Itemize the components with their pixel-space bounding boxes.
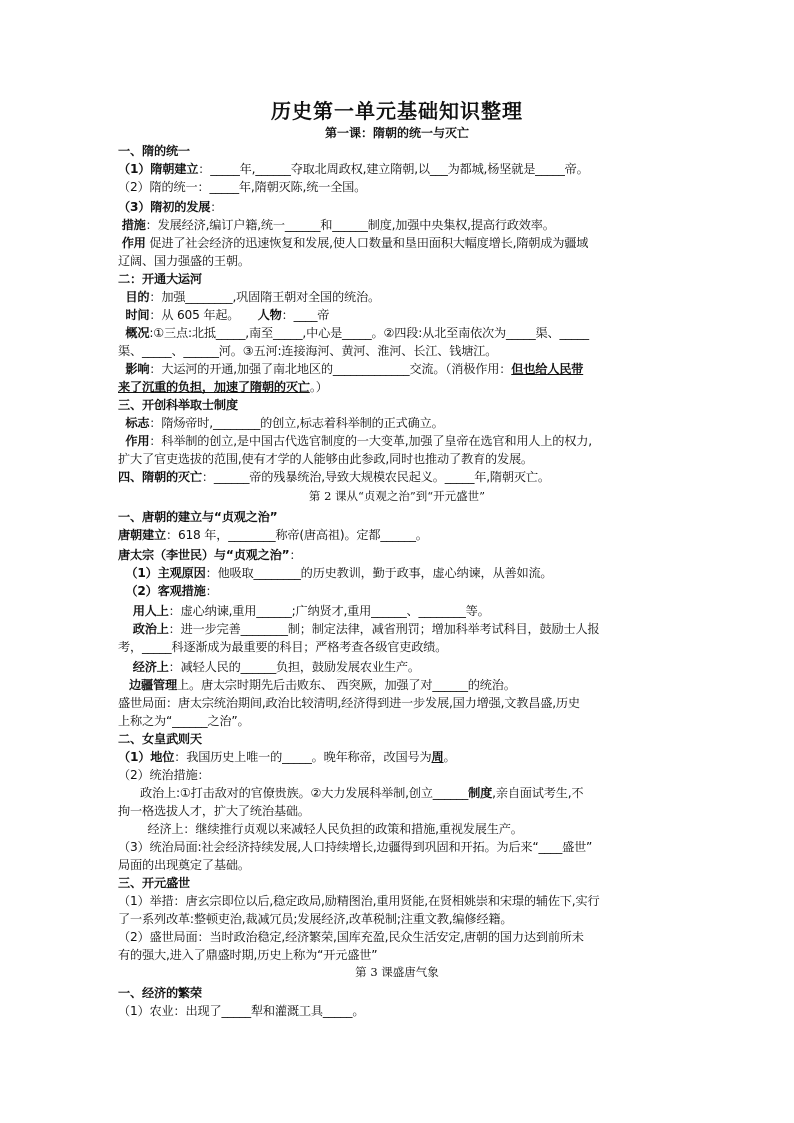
text-line: 经济上：减轻人民的______负担，鼓励发展农业生产。 bbox=[132, 660, 420, 674]
text-line: 一、经济的繁荣 bbox=[118, 986, 202, 1000]
text-line: 了一系列改革:整顿吏治,裁减冗员;发展经济,改革税制;注重文教,编修经籍。 bbox=[118, 912, 513, 926]
text-line: 盛世局面：唐太宗统治期间,政治比较清明,经济得到进一步发展,国力增强,文教昌盛,历史 bbox=[118, 696, 580, 710]
text-line: 目的：加强________,巩固隋王朝对全国的统治。 bbox=[125, 290, 380, 304]
text-line: 来了沉重的负担，加速了隋朝的灭亡。） bbox=[118, 380, 328, 394]
text-line: 概况:①三点:北抵_____,南至_____,中心是_____。②四段:从北至南依次为_____渠、_____ bbox=[125, 326, 589, 340]
text-line: （2）隋的统一：_____年,隋朝灭陈,统一全国。 bbox=[118, 180, 367, 194]
text-line: 时间：从 605 年起。 人物：____帝 bbox=[125, 308, 330, 322]
text-line: 一、唐朝的建立与“贞观之治” bbox=[118, 510, 278, 524]
text-line: （1）地位：我国历史上唯一的_____。晚年称帝，改国号为周。 bbox=[118, 750, 456, 764]
page-title: 历史第一单元基础知识整理 bbox=[271, 99, 523, 123]
text-line: 三、开元盛世 bbox=[118, 876, 190, 890]
text-line: 作用 促进了社会经济的迅速恢复和发展,使人口数量和垦田面积大幅度增长,隋朝成为疆域 bbox=[121, 236, 589, 250]
text-line: 拘一格选拔人才，扩大了统治基础。 bbox=[118, 804, 310, 818]
text-line: （2）盛世局面：当时政治稳定,经济繁荣,国库充盈,民众生活安定,唐朝的国力达到前所未 bbox=[118, 930, 584, 944]
text-line: （3）统治局面:社会经济持续发展,人口持续增长,边疆得到巩固和开拓。为后来“____盛世” bbox=[118, 840, 593, 854]
text-line: 渠、_____、______河。③五河:连接海河、黄河、淮河、长江、钱塘江。 bbox=[118, 344, 498, 358]
text-line: 四、隋朝的灭亡：______帝的残暴统治,导致大规模农民起义。_____年,隋朝灭亡。 bbox=[118, 470, 550, 484]
text-line: 局面的出现奠定了基础。 bbox=[118, 858, 250, 872]
text-line: 措施：发展经济,编订户籍,统一______和______制度,加强中央集权,提高行政效率。 bbox=[121, 218, 555, 232]
text-line: 考，_____科逐渐成为最重要的科目；严格考查各级官吏政绩。 bbox=[118, 640, 448, 654]
text-line: 政治上：进一步完善________制；制定法律，减省刑罚；增加科举考试科目，鼓励士人报 bbox=[132, 622, 600, 636]
text-line: 用人上：虚心纳谏,重用______;广纳贤才,重用______、________等。 bbox=[132, 604, 490, 618]
text-line: 上称之为“______之治”。 bbox=[118, 714, 250, 728]
text-line: （2）统治措施： bbox=[118, 768, 210, 782]
text-line: 有的强大,进入了鼎盛时期,历史上称为“开元盛世” bbox=[118, 948, 378, 962]
text-line: 边疆管理上。唐太宗时期先后击败东、 西突厥，加强了对______的统治。 bbox=[129, 678, 516, 692]
text-line: 影响：大运河的开通,加强了南北地区的_____________交流。（消极作用：但也给人民带 bbox=[125, 362, 584, 376]
text-line: 扩大了官吏选拔的范围,使有才学的人能够由此参政,同时也推动了教育的发展。 bbox=[118, 452, 533, 466]
lesson-1-subtitle: 第一课：隋朝的统一与灭亡 bbox=[324, 126, 469, 140]
text-line: （1）主观原因：他吸取________的历史教训，勤于政事，虚心纳谏，从善如流。 bbox=[125, 566, 553, 580]
lesson-heading: 第 2 课从“贞观之治”到“开元盛世” bbox=[308, 489, 486, 503]
text-line: 二：开通大运河 bbox=[118, 272, 202, 286]
text-line: 标志：隋炀帝时,________的创立,标志着科举制的正式确立。 bbox=[125, 416, 444, 430]
text-line: 唐太宗（李世民）与“贞观之治”： bbox=[118, 548, 302, 562]
text-line: （1）举措：唐玄宗即位以后,稳定政局,励精图治,重用贤能,在贤相姚崇和宋璟的辅佐下,实行 bbox=[118, 894, 600, 908]
text-line: 二、女皇武则天 bbox=[118, 732, 202, 746]
text-line: 经济上：继续推行贞观以来减轻人民负担的政策和措施,重视发展生产。 bbox=[118, 822, 523, 836]
text-line: （2）客观措施： bbox=[125, 584, 218, 598]
text-line: 辽阔、国力强盛的王朝。 bbox=[118, 254, 250, 268]
text-line: 唐朝建立：618 年，________称帝(唐高祖)。定都______。 bbox=[118, 528, 428, 542]
text-line: 政治上:①打击敌对的官僚贵族。②大力发展科举制,创立______制度,亲自面试考生,不 bbox=[118, 786, 584, 800]
text-line: 一、隋的统一 bbox=[118, 144, 190, 158]
text-line: 作用：科举制的创立,是中国古代选官制度的一大变革,加强了皇帝在选官和用人上的权力, bbox=[125, 434, 592, 448]
text-line: （3）隋初的发展： bbox=[118, 200, 223, 214]
text-line: 三、开创科举取士制度 bbox=[118, 398, 238, 412]
text-line: （1）隋朝建立：_____年,______夺取北周政权,建立隋朝,以___为都城,杨坚就是_____帝。 bbox=[118, 162, 589, 176]
lesson-heading: 第 3 课盛唐气象 bbox=[355, 965, 439, 979]
text-line: （1）农业：出现了_____犁和灌溉工具_____。 bbox=[118, 1004, 365, 1018]
